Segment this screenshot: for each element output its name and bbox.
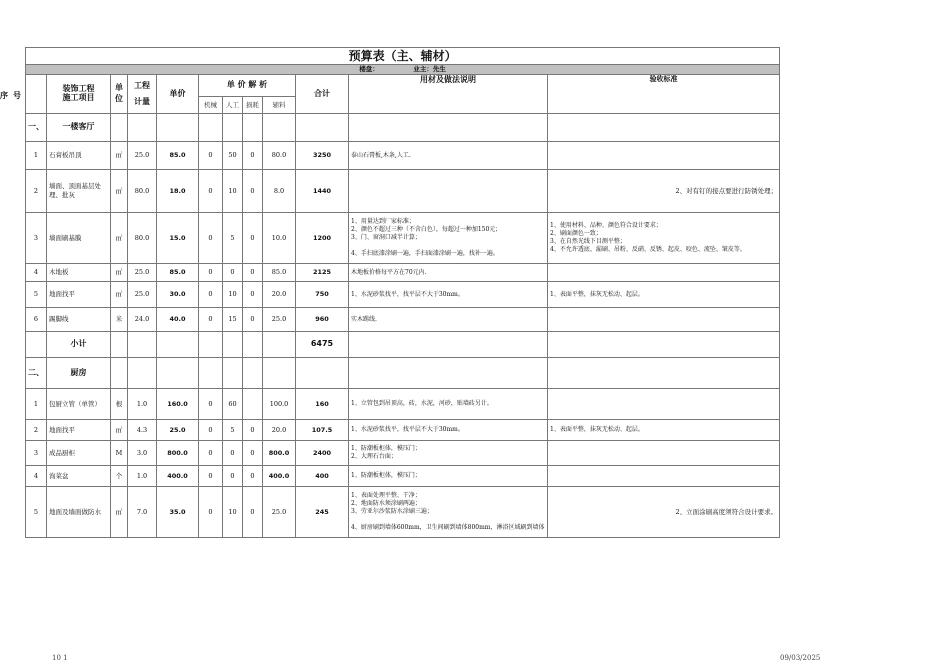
loss-cell: 0 <box>243 420 263 441</box>
row-number: 2 <box>26 170 47 213</box>
aux-cell: 20.0 <box>263 282 296 308</box>
unit-cell: ㎡ <box>111 170 128 213</box>
materials-cell: 1、防潮板柜体，模压门； 2、大理石台面； <box>349 441 548 466</box>
section-header-row <box>26 358 780 389</box>
aux-cell: 100.0 <box>263 389 296 420</box>
item-name: 成品厨柜 <box>47 441 111 466</box>
table-row <box>26 466 780 487</box>
table-title: 预算表（主、辅材） <box>26 48 780 65</box>
price-cell: 85.0 <box>157 142 199 170</box>
empty-cell <box>111 358 128 389</box>
header-project: 装饰工程 施工项目 <box>47 75 111 114</box>
empty-cell <box>548 114 780 142</box>
item-name: 地面找平 <box>47 282 111 308</box>
loss-cell: 0 <box>243 487 263 538</box>
acceptance-cell: 1、使用材料、品种、颜色符合设计要求； 2、刷面颜色一致； 3、在自然光线下目测平整； 4、不允许透底、漏刷、吊粉、反硝、反锈、起皮、咬色、流坠、皱皮等。 <box>548 213 780 264</box>
total-cell: 750 <box>296 282 349 308</box>
price-cell: 40.0 <box>157 308 199 332</box>
materials-cell: 1、水泥砂浆找平，找平层不大于30mm。 <box>349 282 548 308</box>
row-number: 5 <box>26 487 47 538</box>
qty-cell: 80.0 <box>128 213 157 264</box>
machine-cell: 0 <box>199 389 223 420</box>
table-row <box>26 282 780 308</box>
row-number: 1 <box>26 389 47 420</box>
materials-cell: 1、表面处理平整、干净； 2、地面防水须涂刷两遍； 3、劳亚尔沙浆防水涂刷三遍； 4、厨房刷到墙体600mm，卫生间刷到墙体800mm，淋浴区域刷到墙体 <box>349 487 548 538</box>
acceptance-cell: 2、对有钉的接点要进行防锈处理； <box>548 170 780 213</box>
aux-cell: 80.0 <box>263 142 296 170</box>
qty-cell: 25.0 <box>128 264 157 282</box>
machine-cell: 0 <box>199 308 223 332</box>
materials-cell: 1、用量达到厂家标准； 2、颜色不超过三种（不含白色），每超过一种加150元； 3、门、窗洞口减半计算； 4、手扫底漆涂刷一遍，手扫面漆涂刷一遍，找补一遍。 <box>349 213 548 264</box>
qty-cell: 1.0 <box>128 466 157 487</box>
unit-cell: ㎡ <box>111 420 128 441</box>
total-cell: 1200 <box>296 213 349 264</box>
empty-cell <box>296 114 349 142</box>
empty-cell <box>223 358 243 389</box>
empty-cell <box>296 358 349 389</box>
acceptance-cell: 2、立面涂刷高度须符合设计要求。 <box>548 487 780 538</box>
empty-cell <box>199 114 223 142</box>
machine-cell: 0 <box>199 213 223 264</box>
qty-cell: 1.0 <box>128 389 157 420</box>
header-labor: 人工 <box>223 97 243 114</box>
total-cell: 400 <box>296 466 349 487</box>
empty-cell <box>349 114 548 142</box>
acceptance-cell <box>548 441 780 466</box>
aux-cell: 400.0 <box>263 466 296 487</box>
empty-cell <box>128 114 157 142</box>
labor-cell: 10 <box>223 170 243 213</box>
subtotal-label: 小计 <box>47 332 111 358</box>
aux-cell: 25.0 <box>263 308 296 332</box>
qty-cell: 24.0 <box>128 308 157 332</box>
empty-cell <box>349 332 548 358</box>
qty-cell: 7.0 <box>128 487 157 538</box>
loss-cell: 0 <box>243 170 263 213</box>
row-number: 1 <box>26 142 47 170</box>
price-cell: 400.0 <box>157 466 199 487</box>
owner-label: 业主：先生 <box>413 65 446 74</box>
row-number: 6 <box>26 308 47 332</box>
header-acceptance: 验收标准 <box>548 75 780 114</box>
item-name: 地面找平 <box>47 420 111 441</box>
header-unit: 单位 <box>111 75 128 114</box>
total-cell: 1440 <box>296 170 349 213</box>
section-number: 一、 <box>26 114 47 142</box>
building-label: 楼盘： <box>359 65 379 74</box>
acceptance-cell <box>548 308 780 332</box>
empty-cell <box>243 332 263 358</box>
row-number: 5 <box>26 282 47 308</box>
empty-cell <box>263 332 296 358</box>
price-cell: 160.0 <box>157 389 199 420</box>
acceptance-cell <box>548 142 780 170</box>
qty-cell: 25.0 <box>128 282 157 308</box>
footer-date: 09/03/2025 <box>780 654 821 662</box>
unit-cell: M <box>111 441 128 466</box>
labor-cell: 0 <box>223 264 243 282</box>
empty-cell <box>26 332 47 358</box>
empty-cell <box>243 114 263 142</box>
subtotal-row <box>26 332 780 358</box>
empty-cell <box>263 114 296 142</box>
unit-cell: ㎡ <box>111 282 128 308</box>
price-cell: 15.0 <box>157 213 199 264</box>
machine-cell: 0 <box>199 170 223 213</box>
machine-cell: 0 <box>199 487 223 538</box>
total-cell: 160 <box>296 389 349 420</box>
empty-cell <box>157 332 199 358</box>
price-cell: 25.0 <box>157 420 199 441</box>
price-cell: 85.0 <box>157 264 199 282</box>
header-materials: 用材及做法说明 <box>349 75 548 114</box>
header-price: 单价 <box>157 75 199 114</box>
price-cell: 18.0 <box>157 170 199 213</box>
aux-cell: 800.0 <box>263 441 296 466</box>
acceptance-cell: 1、表面平整，抹灰无松动、起层。 <box>548 282 780 308</box>
loss-cell: 0 <box>243 142 263 170</box>
machine-cell: 0 <box>199 282 223 308</box>
labor-cell: 10 <box>223 282 243 308</box>
section-number: 二、 <box>26 358 47 389</box>
unit-cell: ㎡ <box>111 213 128 264</box>
price-cell: 30.0 <box>157 282 199 308</box>
total-cell: 2125 <box>296 264 349 282</box>
footer-page: 10 1 <box>52 654 68 662</box>
empty-cell <box>157 114 199 142</box>
unit-cell: 个 <box>111 466 128 487</box>
item-name: 踢脚线 <box>47 308 111 332</box>
loss-cell: 0 <box>243 213 263 264</box>
unit-cell: 米 <box>111 308 128 332</box>
materials-cell <box>349 170 548 213</box>
table-row <box>26 441 780 466</box>
machine-cell: 0 <box>199 466 223 487</box>
total-cell: 960 <box>296 308 349 332</box>
aux-cell: 20.0 <box>263 420 296 441</box>
qty-cell: 3.0 <box>128 441 157 466</box>
section-name: 厨房 <box>47 358 111 389</box>
item-name: 墙面刷基膜 <box>47 213 111 264</box>
acceptance-cell <box>548 389 780 420</box>
unit-cell: ㎡ <box>111 264 128 282</box>
acceptance-cell <box>548 264 780 282</box>
empty-cell <box>199 358 223 389</box>
unit-cell: 根 <box>111 389 128 420</box>
header-seq-left: 序 <box>0 91 8 100</box>
loss-cell: 0 <box>243 466 263 487</box>
aux-cell: 10.0 <box>263 213 296 264</box>
section-header-row <box>26 114 780 142</box>
materials-cell: 1、立管包到吊顶高，砖，水泥，河砂，贴墙砖另计。 <box>349 389 548 420</box>
table-row <box>26 142 780 170</box>
item-name: 石膏板吊顶 <box>47 142 111 170</box>
empty-cell <box>128 332 157 358</box>
total-cell: 245 <box>296 487 349 538</box>
table-subtitle <box>26 65 780 75</box>
labor-cell: 5 <box>223 420 243 441</box>
aux-cell: 8.0 <box>263 170 296 213</box>
empty-cell <box>263 358 296 389</box>
loss-cell: 0 <box>243 308 263 332</box>
table-row <box>26 420 780 441</box>
unit-cell: ㎡ <box>111 487 128 538</box>
header-total: 合计 <box>296 75 349 114</box>
loss-cell: 0 <box>243 264 263 282</box>
unit-cell: ㎡ <box>111 142 128 170</box>
empty-cell <box>223 332 243 358</box>
section-name: 一楼客厅 <box>47 114 111 142</box>
total-cell: 3250 <box>296 142 349 170</box>
item-name: 包厨立管（单管） <box>47 389 111 420</box>
machine-cell: 0 <box>199 142 223 170</box>
header-seq-right: 号 <box>13 91 21 100</box>
item-name: 地面及墙面做防水 <box>47 487 111 538</box>
materials-cell: 实木踢线. <box>349 308 548 332</box>
table-row <box>26 389 780 420</box>
empty-cell <box>223 114 243 142</box>
materials-cell: 泰山石膏板,木条,人工. <box>349 142 548 170</box>
acceptance-cell: 1、表面平整，抹灰无松动、起层。 <box>548 420 780 441</box>
header-aux: 辅料 <box>263 97 296 114</box>
labor-cell: 0 <box>223 441 243 466</box>
loss-cell: 0 <box>243 282 263 308</box>
empty-cell <box>111 114 128 142</box>
row-number: 2 <box>26 420 47 441</box>
row-number: 3 <box>26 441 47 466</box>
materials-cell: 1、防潮板柜体，模压门； <box>349 466 548 487</box>
empty-cell <box>111 332 128 358</box>
qty-cell: 4.3 <box>128 420 157 441</box>
loss-cell: 0 <box>243 441 263 466</box>
header-analysis: 单 价 解 析 <box>199 75 296 97</box>
budget-table <box>25 47 780 538</box>
qty-cell: 25.0 <box>128 142 157 170</box>
item-name: 墙面、顶面基层处理、批灰 <box>47 170 111 213</box>
materials-cell: 1、水泥砂浆找平，找平层不大于30mm。 <box>349 420 548 441</box>
item-name: 洵菜盆 <box>47 466 111 487</box>
header-qty: 工程 计量 <box>128 75 157 114</box>
empty-cell <box>157 358 199 389</box>
empty-cell <box>349 358 548 389</box>
empty-cell <box>548 332 780 358</box>
header-loss: 损耗 <box>243 97 263 114</box>
loss-cell <box>243 389 263 420</box>
machine-cell: 0 <box>199 441 223 466</box>
header-seq-cell <box>26 75 47 114</box>
subtotal-value: 6475 <box>296 332 349 358</box>
item-name: 木地板 <box>47 264 111 282</box>
machine-cell: 0 <box>199 420 223 441</box>
price-cell: 800.0 <box>157 441 199 466</box>
price-cell: 35.0 <box>157 487 199 538</box>
total-cell: 2400 <box>296 441 349 466</box>
acceptance-cell <box>548 466 780 487</box>
labor-cell: 60 <box>223 389 243 420</box>
machine-cell: 0 <box>199 264 223 282</box>
materials-cell: 木地板价格每平方在70元内. <box>349 264 548 282</box>
table-row <box>26 213 780 264</box>
qty-cell: 80.0 <box>128 170 157 213</box>
empty-cell <box>243 358 263 389</box>
aux-cell: 85.0 <box>263 264 296 282</box>
labor-cell: 5 <box>223 213 243 264</box>
row-number: 4 <box>26 466 47 487</box>
labor-cell: 0 <box>223 466 243 487</box>
row-number: 3 <box>26 213 47 264</box>
aux-cell: 25.0 <box>263 487 296 538</box>
empty-cell <box>548 358 780 389</box>
header-machine: 机械 <box>199 97 223 114</box>
labor-cell: 10 <box>223 487 243 538</box>
empty-cell <box>128 358 157 389</box>
table-row <box>26 264 780 282</box>
empty-cell <box>199 332 223 358</box>
table-row <box>26 487 780 538</box>
labor-cell: 15 <box>223 308 243 332</box>
labor-cell: 50 <box>223 142 243 170</box>
table-row <box>26 308 780 332</box>
total-cell: 107.5 <box>296 420 349 441</box>
row-number: 4 <box>26 264 47 282</box>
table-row <box>26 170 780 213</box>
